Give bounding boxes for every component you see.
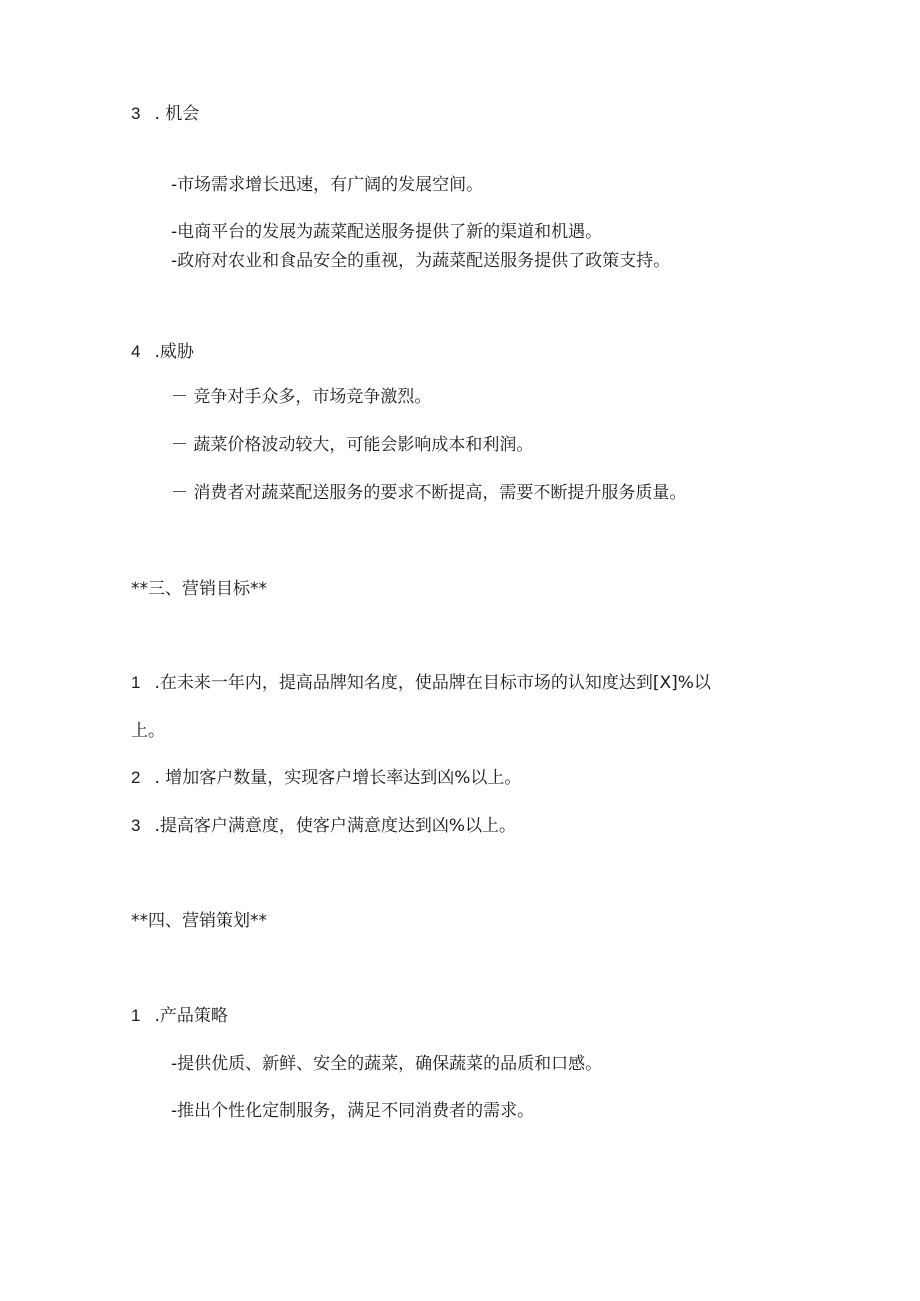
list-item: -推出个性化定制服务，满足不同消费者的需求。 [171,1101,535,1121]
list-item: － 竞争对手众多，市场竞争激烈。 [171,387,432,407]
list-item: － 蔬菜价格波动较大，可能会影响成本和利润。 [171,435,534,455]
goal-text-continuation: 上。 [131,721,165,741]
heading-marketing-goals: **三、营销目标** [131,579,267,599]
section-title: .产品策略 [154,1006,228,1026]
goal-text: .在未来一年内，提高品牌知名度，使品牌在目标市场的认知度达到[X]%以 [154,673,711,693]
goal-item [131,767,521,789]
section-number: 4 [131,342,141,361]
goal-text: . 增加客户数量，实现客户增长率达到凶%以上。 [154,768,522,788]
goal-number: 1 [131,673,141,692]
goal-number: 3 [131,816,141,835]
goal-item [131,672,711,694]
section-title: .威胁 [154,342,194,362]
section-opportunities-heading [131,103,199,125]
goal-number: 2 [131,768,141,787]
list-item: -市场需求增长迅速，有广阔的发展空间。 [171,175,484,195]
heading-marketing-plan: **四、营销策划** [131,911,267,931]
goal-item [131,815,516,837]
goal-text: .提高客户满意度，使客户满意度达到凶%以上。 [154,816,517,836]
list-item: -电商平台的发展为蔬菜配送服务提供了新的渠道和机遇。 [171,222,603,242]
list-item: － 消费者对蔬菜配送服务的要求不断提高，需要不断提升服务质量。 [171,483,687,503]
section-threats-heading [131,341,194,363]
list-item: -政府对农业和食品安全的重视，为蔬菜配送服务提供了政策支持。 [171,251,671,271]
product-strategy-heading [131,1005,228,1027]
section-number: 1 [131,1006,141,1025]
list-item: -提供优质、新鲜、安全的蔬菜，确保蔬菜的品质和口感。 [171,1054,603,1074]
section-title: . 机会 [154,104,200,124]
section-number: 3 [131,104,141,123]
